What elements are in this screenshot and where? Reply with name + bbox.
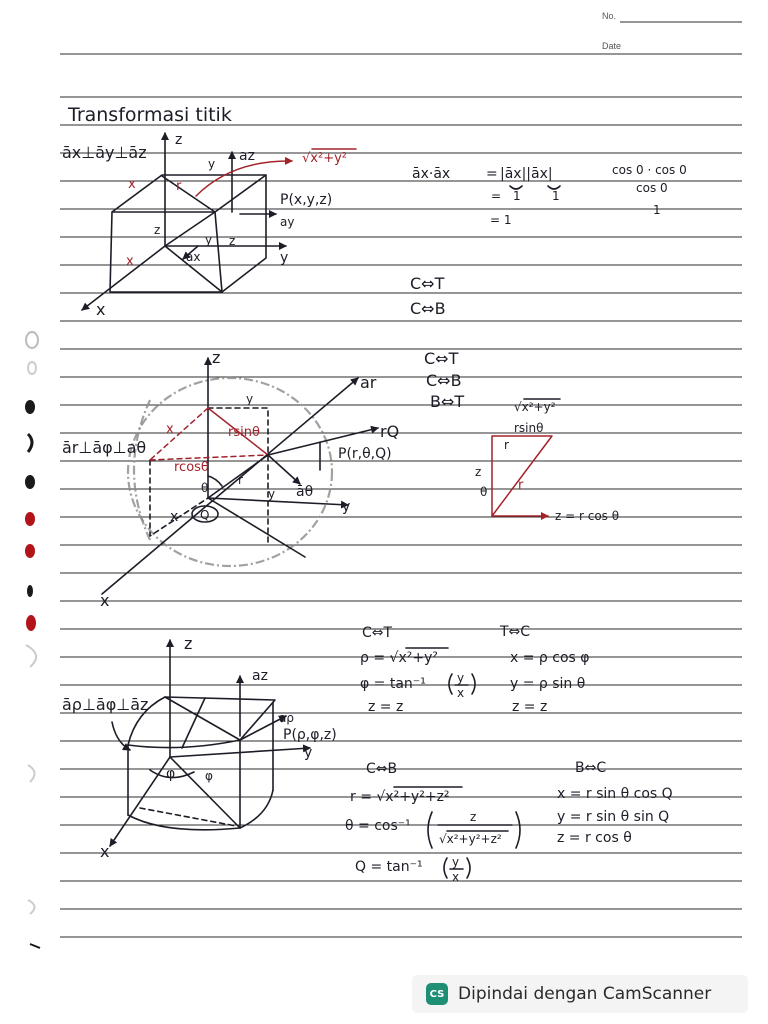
- cos-single: cos 0: [636, 181, 668, 195]
- triangle-theta-label: θ: [480, 485, 488, 499]
- ar-label: ar: [360, 373, 377, 392]
- step1-a: 1: [513, 189, 521, 203]
- dot-product-notes: [412, 163, 687, 227]
- cylindrical-section: [62, 624, 673, 884]
- triangle-r-top: r: [504, 438, 509, 452]
- r-sin-label: rsinθ: [228, 425, 260, 440]
- c-b-title: C⇔B: [366, 761, 398, 777]
- q-denominator: x: [452, 870, 460, 884]
- x-red-low-label: x: [126, 254, 134, 269]
- point-label: P(ρ,φ,z): [283, 727, 337, 743]
- conversion-b-t: B⇔T: [430, 392, 465, 411]
- y-inner-label: y: [205, 233, 213, 247]
- triangle-z-equation: z = r cos θ: [555, 509, 620, 523]
- red-dashed-guide: [150, 408, 208, 460]
- x-equation: x = ρ cos φ: [510, 650, 590, 666]
- date-label: Date: [602, 41, 622, 51]
- binding-hole: [26, 645, 36, 667]
- x-equation: x = r sin θ cos Q: [557, 786, 673, 802]
- phi-numerator: y: [457, 671, 465, 685]
- az-label: az: [252, 668, 268, 684]
- dot-lhs: āx·āx: [412, 166, 451, 182]
- binding-hole: [25, 400, 35, 414]
- no-label: No.: [602, 11, 617, 21]
- cylindrical-unit-vectors: āρ⊥āφ⊥āz: [62, 695, 149, 714]
- point-label: P(x,y,z): [280, 192, 333, 208]
- y-equation: y = ρ sin θ: [510, 676, 586, 692]
- sphere-inner-arc: [134, 400, 150, 540]
- z-equation: z = z: [368, 699, 404, 715]
- theta-label: θ: [201, 481, 209, 495]
- y-axis-label: y: [280, 250, 289, 266]
- phi-denominator: x: [457, 686, 465, 700]
- cube-front-face: [110, 212, 222, 292]
- x-red-label: x: [166, 422, 174, 437]
- arho-label: aρ: [279, 711, 294, 725]
- conversion-c-b: C⇔B: [410, 299, 446, 318]
- cartesian-to-cylindrical: [360, 625, 475, 715]
- q-angle-label: Q: [200, 508, 210, 522]
- spherical-unit-vectors: ār⊥āφ⊥aθ: [62, 438, 147, 457]
- b-c-title: B⇔C: [575, 760, 607, 776]
- binding-hole: [26, 332, 38, 348]
- binding-hole: [28, 362, 36, 374]
- y-axis-label: y: [304, 745, 313, 761]
- z-equation: z = z: [512, 699, 548, 715]
- sphere-outline: [128, 378, 332, 566]
- t-c-title: T⇔C: [500, 624, 531, 640]
- y-top-label: y: [208, 157, 216, 171]
- camscanner-logo-icon: CS: [426, 983, 448, 1005]
- z-axis-label: z: [212, 348, 221, 367]
- z-equation: z = r cos θ: [557, 830, 632, 846]
- watermark-text: Dipindai dengan CamScanner: [458, 984, 712, 1004]
- spherical-section: [62, 348, 619, 610]
- page-header: [60, 11, 742, 54]
- x-axis-label: x: [96, 300, 106, 319]
- triangle-r-mid: r: [518, 478, 524, 493]
- sphere-diagram: [100, 348, 399, 610]
- binding-hole: [25, 544, 35, 558]
- atheta-label: āθ: [296, 484, 314, 500]
- y-axis-label: y: [342, 499, 351, 515]
- x-axis: [110, 757, 170, 846]
- dot-eq: =: [486, 166, 498, 182]
- z-axis-label: z: [175, 132, 183, 148]
- r-cos-theta-line: [150, 455, 268, 460]
- cartesian-section: [62, 132, 687, 319]
- cartesian-to-spherical: [345, 761, 520, 884]
- binding-hole: [26, 615, 36, 631]
- cartesian-unit-vectors: āx⊥āy⊥āz: [62, 143, 147, 162]
- rho-equation: ρ = √x²+y²: [360, 650, 438, 666]
- r-equation: r = √x²+y²+z²: [350, 789, 450, 805]
- phi-label: φ: [205, 769, 213, 783]
- conversion-c-b: C⇔B: [426, 371, 462, 390]
- rho-projection: [170, 757, 240, 828]
- step1-b: 1: [552, 189, 560, 203]
- paren-close: [467, 858, 470, 878]
- triangle-z-label: z: [475, 465, 482, 479]
- page-title: Transformasi titik: [68, 104, 232, 126]
- step1-eq: =: [491, 189, 502, 203]
- z-axis-label: z: [184, 634, 193, 653]
- paren-open: [449, 674, 452, 694]
- r-red-label: r: [176, 179, 182, 194]
- conversion-c-t: C⇔T: [410, 274, 445, 293]
- binding-hole: [25, 512, 35, 526]
- rq-label: rQ: [380, 422, 400, 441]
- x-red-label: x: [128, 177, 136, 192]
- point-label: P(r,θ,Q): [338, 446, 392, 462]
- theta-arc: [208, 476, 222, 486]
- binding-hole: [28, 765, 35, 782]
- step2: = 1: [490, 213, 512, 227]
- theta-numerator: z: [470, 810, 477, 824]
- conversion-c-t: C⇔T: [424, 349, 459, 368]
- c-t-title: C⇔T: [362, 625, 393, 641]
- y-top-label: y: [246, 392, 254, 406]
- z-front-label: z: [229, 234, 236, 248]
- x-axis: [82, 246, 165, 310]
- x-inner-label: x: [170, 509, 179, 525]
- projection-line: [208, 498, 305, 557]
- ar-line: [102, 378, 358, 594]
- ay-label: ay: [280, 215, 295, 229]
- z-inner-label: z: [154, 223, 161, 237]
- theta-equation-lhs: θ = cos⁻¹: [345, 818, 411, 834]
- spherical-to-cartesian: [557, 760, 673, 846]
- cylinder-diagram: [100, 634, 337, 861]
- phi-equation-lhs: φ = tan⁻¹: [360, 676, 426, 692]
- binding-hole: [25, 475, 35, 489]
- triangle: [492, 436, 552, 516]
- y-mid-label: y: [268, 487, 276, 501]
- x-axis-label: x: [100, 591, 110, 610]
- triangle-top-label: rsinθ: [514, 421, 544, 435]
- sqrt-label: √x²+y²: [302, 151, 347, 166]
- q-equation-lhs: Q = tan⁻¹: [355, 859, 423, 875]
- x-axis-label: x: [100, 842, 110, 861]
- az-label: az: [239, 148, 255, 164]
- theta-denominator: √x²+y²+z²: [439, 832, 502, 846]
- binding-hole: [30, 944, 40, 948]
- paren-close: [516, 812, 520, 848]
- cos-value: 1: [653, 203, 661, 217]
- r-label: r: [238, 473, 243, 487]
- paren-open: [444, 858, 447, 878]
- ax-label: ax: [186, 250, 201, 264]
- phi-label: φ: [166, 766, 176, 782]
- r-cos-label: rcosθ: [174, 460, 209, 475]
- dot-rhs: |āx||āx|: [500, 166, 553, 182]
- binding-hole: [28, 900, 35, 914]
- triangle-hypotenuse-label: √x²+y²: [514, 400, 556, 414]
- y-equation: y = r sin θ sin Q: [557, 809, 670, 825]
- binding-hole: [27, 585, 33, 597]
- binding-holes: [25, 332, 40, 948]
- cos-product: cos 0 · cos 0: [612, 163, 687, 177]
- binding-hole: [28, 434, 32, 452]
- q-numerator: y: [452, 855, 460, 869]
- paren-open: [428, 812, 432, 848]
- cylindrical-to-cartesian: [499, 624, 590, 715]
- camscanner-watermark: [412, 975, 748, 1013]
- paren-close: [472, 674, 475, 694]
- atheta-vector: [268, 455, 300, 484]
- dotted-guide: [140, 808, 236, 826]
